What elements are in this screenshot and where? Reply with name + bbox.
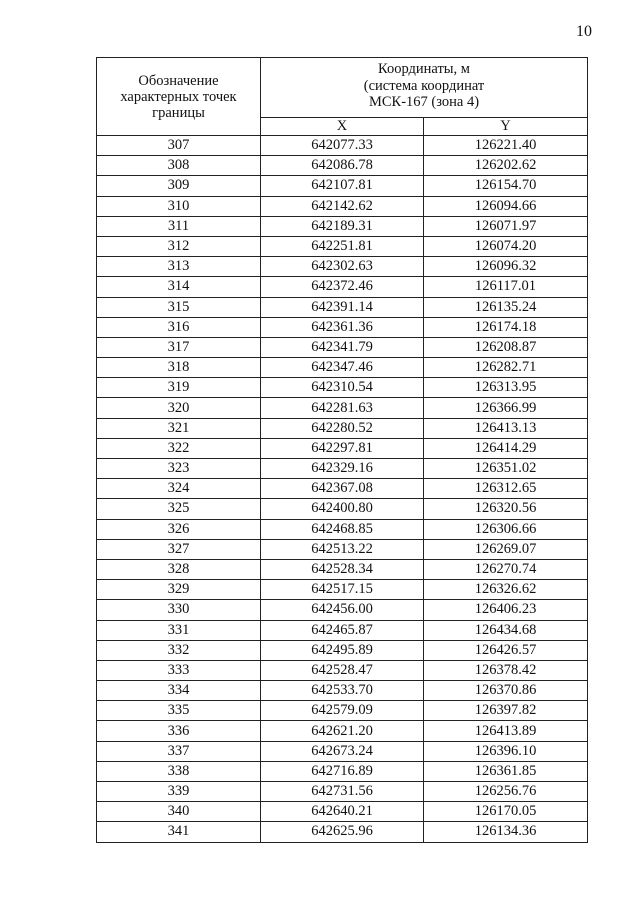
point-cell: 335 <box>97 701 261 721</box>
y-coordinate-cell: 126326.62 <box>424 580 588 600</box>
table-row <box>97 438 588 458</box>
x-coordinate-cell: 642731.56 <box>261 782 424 802</box>
table-row <box>97 761 588 781</box>
y-coordinate-cell: 126414.29 <box>424 438 588 458</box>
table-row <box>97 216 588 236</box>
point-cell: 328 <box>97 559 261 579</box>
x-coordinate-cell: 642528.34 <box>261 559 424 579</box>
coords-header-line: МСК-167 (зона 4) <box>368 94 480 110</box>
table-row <box>97 176 588 196</box>
point-cell: 321 <box>97 418 261 438</box>
y-coordinate-cell: 126397.82 <box>424 701 588 721</box>
point-cell: 339 <box>97 782 261 802</box>
point-cell: 329 <box>97 580 261 600</box>
table-row <box>97 539 588 559</box>
x-coordinate-cell: 642456.00 <box>261 600 424 620</box>
y-coordinate-cell: 126135.24 <box>424 297 588 317</box>
y-coordinate-cell: 126202.62 <box>424 156 588 176</box>
y-coordinate-cell: 126366.99 <box>424 398 588 418</box>
table-row <box>97 337 588 357</box>
point-cell: 316 <box>97 317 261 337</box>
x-coordinate-cell: 642495.89 <box>261 640 424 660</box>
y-coordinate-cell: 126071.97 <box>424 216 588 236</box>
page-number: 10 <box>576 23 592 40</box>
y-coordinate-cell: 126426.57 <box>424 640 588 660</box>
table-row <box>97 721 588 741</box>
x-coordinate-cell: 642297.81 <box>261 438 424 458</box>
point-cell: 326 <box>97 519 261 539</box>
x-coordinate-cell: 642142.62 <box>261 196 424 216</box>
y-coordinate-cell: 126096.32 <box>424 257 588 277</box>
point-header-line: характерных точек <box>120 88 237 105</box>
table-row <box>97 600 588 620</box>
x-coordinate-cell: 642280.52 <box>261 418 424 438</box>
x-coordinate-cell: 642302.63 <box>261 257 424 277</box>
y-coordinate-cell: 126270.74 <box>424 559 588 579</box>
y-coordinate-cell: 126320.56 <box>424 499 588 519</box>
y-coordinate-cell: 126361.85 <box>424 761 588 781</box>
y-coordinate-cell: 126221.40 <box>424 136 588 156</box>
x-coordinate-cell: 642528.47 <box>261 660 424 680</box>
table-row <box>97 378 588 398</box>
point-cell: 325 <box>97 499 261 519</box>
y-coordinate-cell: 126208.87 <box>424 337 588 357</box>
point-cell: 311 <box>97 216 261 236</box>
point-header-line: Обозначение <box>138 72 219 89</box>
point-cell: 318 <box>97 358 261 378</box>
point-header-line: границы <box>152 104 205 121</box>
y-coordinate-cell: 126269.07 <box>424 539 588 559</box>
y-coordinate-cell: 126378.42 <box>424 660 588 680</box>
y-coordinate-cell: 126313.95 <box>424 378 588 398</box>
y-coordinate-cell: 126154.70 <box>424 176 588 196</box>
point-cell: 334 <box>97 681 261 701</box>
table-row <box>97 136 588 156</box>
y-coordinate-cell: 126434.68 <box>424 620 588 640</box>
x-coordinate-cell: 642465.87 <box>261 620 424 640</box>
x-coordinate-cell: 642367.08 <box>261 479 424 499</box>
coordinates-table-body <box>97 136 588 843</box>
x-coordinate-cell: 642361.36 <box>261 317 424 337</box>
point-cell: 314 <box>97 277 261 297</box>
table-row <box>97 317 588 337</box>
y-coordinate-cell: 126413.89 <box>424 721 588 741</box>
point-cell: 331 <box>97 620 261 640</box>
table-row <box>97 782 588 802</box>
table-row <box>97 358 588 378</box>
x-coordinate-cell: 642625.96 <box>261 822 424 842</box>
y-coordinate-cell: 126370.86 <box>424 681 588 701</box>
point-cell: 310 <box>97 196 261 216</box>
point-cell: 308 <box>97 156 261 176</box>
x-coordinate-cell: 642372.46 <box>261 277 424 297</box>
x-coordinate-cell: 642086.78 <box>261 156 424 176</box>
table-row <box>97 580 588 600</box>
y-column-header: Y <box>424 118 588 136</box>
y-coordinate-cell: 126094.66 <box>424 196 588 216</box>
table-row <box>97 398 588 418</box>
point-cell: 312 <box>97 236 261 256</box>
point-designation-header <box>97 58 261 136</box>
table-row <box>97 196 588 216</box>
x-coordinate-cell: 642310.54 <box>261 378 424 398</box>
point-cell: 322 <box>97 438 261 458</box>
point-cell: 307 <box>97 136 261 156</box>
x-coordinate-cell: 642107.81 <box>261 176 424 196</box>
table-row <box>97 499 588 519</box>
point-cell: 337 <box>97 741 261 761</box>
table-row <box>97 459 588 479</box>
y-coordinate-cell: 126282.71 <box>424 358 588 378</box>
point-cell: 309 <box>97 176 261 196</box>
table-row <box>97 660 588 680</box>
x-coordinate-cell: 642579.09 <box>261 701 424 721</box>
point-cell: 340 <box>97 802 261 822</box>
table-row <box>97 701 588 721</box>
x-coordinate-cell: 642468.85 <box>261 519 424 539</box>
point-cell: 332 <box>97 640 261 660</box>
table-row <box>97 156 588 176</box>
table-row <box>97 681 588 701</box>
y-coordinate-cell: 126256.76 <box>424 782 588 802</box>
point-cell: 320 <box>97 398 261 418</box>
point-cell: 313 <box>97 257 261 277</box>
x-coordinate-cell: 642517.15 <box>261 580 424 600</box>
x-coordinate-cell: 642391.14 <box>261 297 424 317</box>
table-row <box>97 741 588 761</box>
y-coordinate-cell: 126413.13 <box>424 418 588 438</box>
point-cell: 336 <box>97 721 261 741</box>
table-row <box>97 519 588 539</box>
x-coordinate-cell: 642716.89 <box>261 761 424 781</box>
point-cell: 333 <box>97 660 261 680</box>
table-row <box>97 640 588 660</box>
x-coordinate-cell: 642329.16 <box>261 459 424 479</box>
y-coordinate-cell: 126117.01 <box>424 277 588 297</box>
y-coordinate-cell: 126351.02 <box>424 459 588 479</box>
table-row <box>97 277 588 297</box>
x-coordinate-cell: 642347.46 <box>261 358 424 378</box>
y-coordinate-cell: 126170.05 <box>424 802 588 822</box>
y-coordinate-cell: 126074.20 <box>424 236 588 256</box>
x-coordinate-cell: 642640.21 <box>261 802 424 822</box>
y-coordinate-cell: 126306.66 <box>424 519 588 539</box>
x-coordinate-cell: 642621.20 <box>261 721 424 741</box>
coords-header-line: (система координат <box>363 77 485 94</box>
y-coordinate-cell: 126174.18 <box>424 317 588 337</box>
point-cell: 315 <box>97 297 261 317</box>
x-column-header: X <box>261 118 424 136</box>
point-cell: 324 <box>97 479 261 499</box>
table-row <box>97 559 588 579</box>
point-cell: 338 <box>97 761 261 781</box>
point-cell: 341 <box>97 822 261 842</box>
y-coordinate-cell: 126312.65 <box>424 479 588 499</box>
point-cell: 317 <box>97 337 261 357</box>
point-cell: 323 <box>97 459 261 479</box>
point-cell: 330 <box>97 600 261 620</box>
x-coordinate-cell: 642189.31 <box>261 216 424 236</box>
boundary-coordinates-table <box>96 57 588 843</box>
x-coordinate-cell: 642077.33 <box>261 136 424 156</box>
coordinates-header <box>261 58 588 118</box>
x-coordinate-cell: 642281.63 <box>261 398 424 418</box>
x-coordinate-cell: 642400.80 <box>261 499 424 519</box>
table-row <box>97 802 588 822</box>
table-row <box>97 620 588 640</box>
table-row <box>97 822 588 842</box>
x-coordinate-cell: 642251.81 <box>261 236 424 256</box>
table-row <box>97 236 588 256</box>
x-coordinate-cell: 642341.79 <box>261 337 424 357</box>
point-cell: 327 <box>97 539 261 559</box>
point-cell: 319 <box>97 378 261 398</box>
x-coordinate-cell: 642673.24 <box>261 741 424 761</box>
x-coordinate-cell: 642533.70 <box>261 681 424 701</box>
y-coordinate-cell: 126406.23 <box>424 600 588 620</box>
y-coordinate-cell: 126396.10 <box>424 741 588 761</box>
table-row <box>97 479 588 499</box>
table-row <box>97 418 588 438</box>
y-coordinate-cell: 126134.36 <box>424 822 588 842</box>
table-row <box>97 297 588 317</box>
coords-header-line: Координаты, м <box>378 61 470 77</box>
x-coordinate-cell: 642513.22 <box>261 539 424 559</box>
table-row <box>97 257 588 277</box>
